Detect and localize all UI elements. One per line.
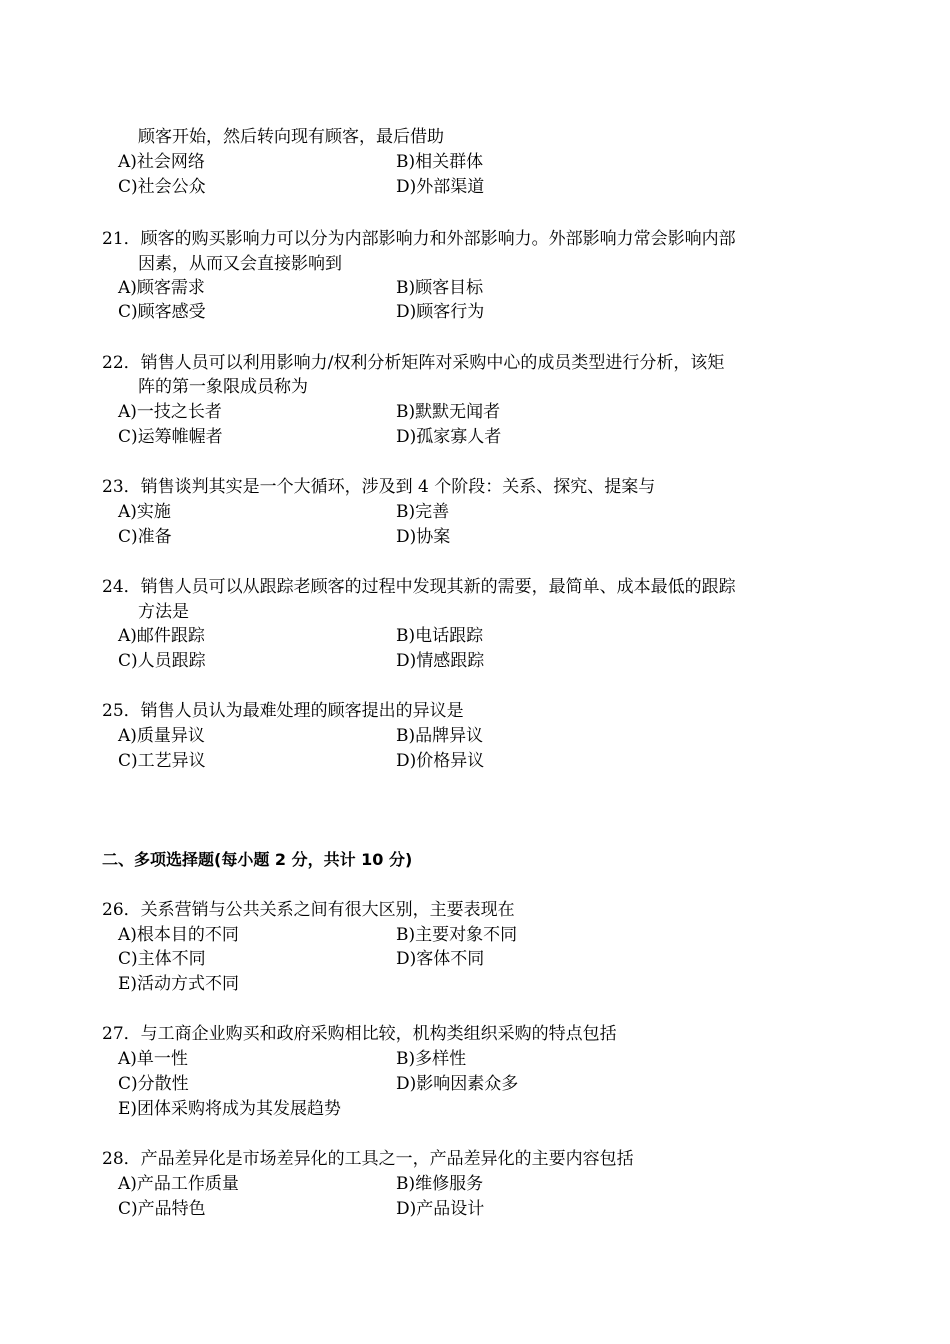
option-b: B)顾客目标 xyxy=(396,278,484,298)
option-a: A)质量异议 xyxy=(118,726,205,746)
option-d: D)孤家寡人者 xyxy=(396,427,502,447)
option-d: D)影响因素众多 xyxy=(396,1074,519,1094)
option-c: C)运筹帷幄者 xyxy=(118,427,223,447)
option-b: B)完善 xyxy=(396,502,450,522)
option-c: C)顾客感受 xyxy=(118,302,206,322)
question-28-stem: 28．产品差异化是市场差异化的工具之一，产品差异化的主要内容包括 xyxy=(102,1149,634,1169)
option-b: B)电话跟踪 xyxy=(396,626,484,646)
option-c: C)主体不同 xyxy=(118,949,206,969)
option-d: D)外部渠道 xyxy=(396,177,485,197)
question-27-stem: 27．与工商企业购买和政府采购相比较，机构类组织采购的特点包括 xyxy=(102,1024,617,1044)
option-c: C)分散性 xyxy=(118,1074,189,1094)
option-d: D)协案 xyxy=(396,527,451,547)
option-b: B)相关群体 xyxy=(396,152,484,172)
option-d: D)客体不同 xyxy=(396,949,485,969)
option-b: B)多样性 xyxy=(396,1049,467,1069)
option-d: D)产品设计 xyxy=(396,1199,485,1219)
question-continuation-text: 顾客开始，然后转向现有顾客，最后借助 xyxy=(138,127,444,147)
option-d: D)情感跟踪 xyxy=(396,651,485,671)
option-a: A)顾客需求 xyxy=(118,278,205,298)
question-23-stem: 23．销售谈判其实是一个大循环，涉及到 4 个阶段：关系、探究、提案与 xyxy=(102,477,656,497)
question-22-stem-cont: 阵的第一象限成员称为 xyxy=(138,377,308,397)
question-21-stem: 21．顾客的购买影响力可以分为内部影响力和外部影响力。外部影响力常会影响内部 xyxy=(102,229,736,249)
option-b: B)维修服务 xyxy=(396,1174,484,1194)
option-b: B)主要对象不同 xyxy=(396,925,518,945)
option-d: D)价格异议 xyxy=(396,751,485,771)
option-d: D)顾客行为 xyxy=(396,302,485,322)
option-c: C)人员跟踪 xyxy=(118,651,206,671)
option-c: C)准备 xyxy=(118,527,172,547)
option-a: A)邮件跟踪 xyxy=(118,626,205,646)
option-e: E)活动方式不同 xyxy=(118,974,240,994)
section-title: 二、多项选择题(每小题 2 分，共计 10 分) xyxy=(102,850,413,869)
question-24-stem-cont: 方法是 xyxy=(138,602,189,622)
question-22-stem: 22．销售人员可以利用影响力/权利分析矩阵对采购中心的成员类型进行分析，该矩 xyxy=(102,353,725,373)
option-c: C)社会公众 xyxy=(118,177,206,197)
question-26-stem: 26．关系营销与公共关系之间有很大区别，主要表现在 xyxy=(102,900,515,920)
option-a: A)实施 xyxy=(118,502,171,522)
option-c: C)工艺异议 xyxy=(118,751,206,771)
option-a: A)社会网络 xyxy=(118,152,205,172)
option-a: A)产品工作质量 xyxy=(118,1174,239,1194)
option-b: B)默默无闻者 xyxy=(396,402,501,422)
option-e: E)团体采购将成为其发展趋势 xyxy=(118,1099,342,1119)
question-25-stem: 25．销售人员认为最难处理的顾客提出的异议是 xyxy=(102,701,464,721)
option-a: A)一技之长者 xyxy=(118,402,222,422)
question-24-stem: 24．销售人员可以从跟踪老顾客的过程中发现其新的需要，最简单、成本最低的跟踪 xyxy=(102,577,736,597)
question-21-stem-cont: 因素，从而又会直接影响到 xyxy=(138,254,342,274)
option-b: B)品牌异议 xyxy=(396,726,484,746)
option-a: A)根本目的不同 xyxy=(118,925,239,945)
option-c: C)产品特色 xyxy=(118,1199,206,1219)
option-a: A)单一性 xyxy=(118,1049,188,1069)
